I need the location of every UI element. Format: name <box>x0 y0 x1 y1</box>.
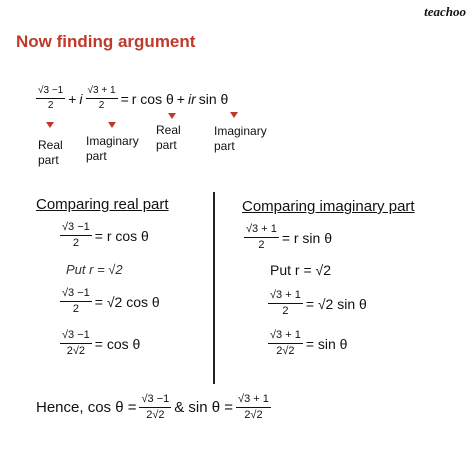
down-arrow-icon <box>168 113 176 119</box>
cos-fraction <box>139 394 171 421</box>
r-cos-term: r cos θ <box>131 90 174 107</box>
left-put-line: Put r = √2 <box>66 262 123 277</box>
left-eq-2 <box>60 288 160 315</box>
denominator: 2√2 <box>66 345 86 357</box>
numerator: √3 −1 <box>60 288 92 302</box>
fraction <box>60 288 92 315</box>
imag-label-group-2 <box>214 112 267 154</box>
numerator: √3 + 1 <box>268 290 303 304</box>
denominator: 2√2 <box>146 409 165 421</box>
real-denominator: 2 <box>47 100 54 111</box>
right-column-title: Comparing imaginary part <box>242 198 415 215</box>
page-title: Now finding argument <box>16 32 196 51</box>
real-part-label-2: Real part <box>156 123 181 152</box>
imag-numerator: √3 + 1 <box>86 86 118 99</box>
main-equation <box>36 86 228 111</box>
denominator: 2√2 <box>276 345 295 357</box>
conclusion-line <box>36 394 271 421</box>
imag-fraction <box>86 86 118 111</box>
rhs: = sin θ <box>305 335 348 352</box>
numerator: √3 −1 <box>60 330 92 344</box>
numerator: √3 −1 <box>139 394 171 408</box>
equals-sign: = <box>120 90 129 107</box>
real-fraction <box>36 86 65 111</box>
conclusion-mid: & sin θ = <box>174 399 234 416</box>
imaginary-part-label: Imaginary part <box>86 134 139 163</box>
real-numerator: √3 −1 <box>36 86 65 99</box>
numerator: √3 −1 <box>60 222 92 236</box>
imaginary-part-label-2: Imaginary part <box>214 124 267 153</box>
sin-term: sin θ <box>198 90 229 107</box>
numerator: √3 + 1 <box>236 394 271 408</box>
fraction <box>60 222 92 249</box>
rhs: = cos θ <box>94 335 141 352</box>
plus-sign: + <box>68 90 77 107</box>
imaginary-unit: i <box>79 90 83 107</box>
right-put-line: Put r = √2 <box>270 262 331 278</box>
fraction <box>268 330 303 357</box>
left-eq-3 <box>60 330 140 357</box>
rhs: = r sin θ <box>281 229 333 246</box>
right-eq-2 <box>268 290 367 317</box>
right-eq-1 <box>244 224 332 251</box>
denominator: 2 <box>72 237 79 249</box>
fraction <box>244 224 279 251</box>
real-label-group <box>38 122 63 168</box>
brand-logo: teachoo <box>424 4 466 19</box>
denominator: 2 <box>72 303 79 315</box>
ir-term: ir <box>187 90 196 107</box>
down-arrow-icon <box>46 122 54 128</box>
denominator: 2√2 <box>244 409 263 421</box>
rhs: = r cos θ <box>94 227 149 244</box>
column-divider <box>213 192 215 384</box>
imag-denominator: 2 <box>98 100 105 111</box>
plus-sign-2: + <box>176 90 185 107</box>
down-arrow-icon <box>230 112 238 118</box>
real-label-group-2 <box>156 113 181 153</box>
sin-fraction <box>236 394 271 421</box>
rhs: = √2 sin θ <box>305 295 367 312</box>
left-column-title: Comparing real part <box>36 196 169 213</box>
conclusion-prefix: Hence, cos θ = <box>36 399 137 416</box>
imag-label-group <box>86 122 139 164</box>
denominator: 2 <box>258 239 265 251</box>
right-eq-3 <box>268 330 347 357</box>
real-part-label: Real part <box>38 138 63 167</box>
fraction <box>60 330 92 357</box>
down-arrow-icon <box>108 122 116 128</box>
fraction <box>268 290 303 317</box>
left-eq-1 <box>60 222 149 249</box>
denominator: 2 <box>282 305 289 317</box>
numerator: √3 + 1 <box>268 330 303 344</box>
numerator: √3 + 1 <box>244 224 279 238</box>
rhs: = √2 cos θ <box>94 293 160 310</box>
